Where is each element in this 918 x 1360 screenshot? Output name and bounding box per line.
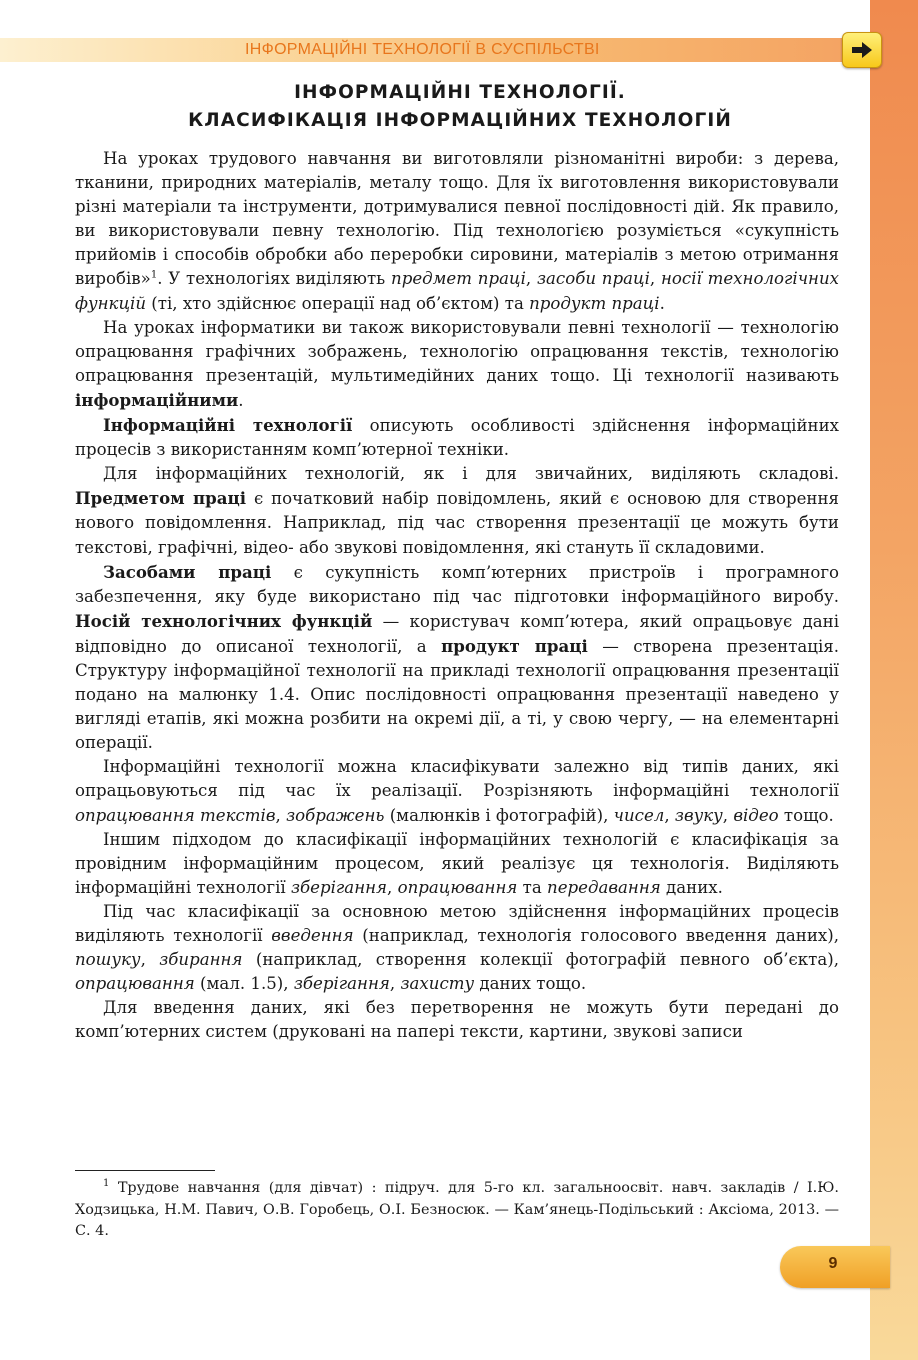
text-run: Під час класифікації за основною метою здійснення інформаційних процесів виділяють технології — [75, 901, 839, 945]
footnote-divider — [75, 1170, 215, 1171]
text-run: На уроках інформатики ви також використовували певні технології — технологію опрацювання графічних зображень, технологію опрацювання текстів, технологію опрацювання презентацій, мультимедійних даних тощо. Ці технології називають — [75, 317, 839, 385]
text-run: , — [389, 974, 401, 994]
text-run: (наприклад, технологія голосового введення даних), — [353, 926, 839, 945]
text-run: Трудове навчання (для дівчат) : підруч. для 5-го кл. загальноосвіт. навч. закладів / І.Ю. Ходзицька, Н.М. Павич, О.В. Горобець, О.І. Безносюк. — Кам’янець-Подільський : Аксіома, 2013. — С. 4. — [75, 1180, 839, 1239]
next-page-button[interactable] — [842, 32, 882, 68]
text-run: , — [275, 805, 287, 825]
text-run: та — [517, 877, 548, 897]
text-run: — створена презентація. Структуру інформаційної технології на прикладі технології опрацювання презентації подано на малюнку 1.4. Опис послідовності опрацювання презентації наведено у вигляді етапів, які можна розбити на окремі дії, а ті, у свою чергу, — на елементарні операції. — [75, 636, 840, 753]
italic-term: зберігання — [290, 877, 388, 897]
italic-term: введення — [271, 926, 354, 945]
side-color-strip — [870, 0, 918, 1360]
italic-term: засоби праці — [536, 269, 650, 289]
italic-term: продукт праці — [529, 293, 660, 313]
text-run: , — [387, 877, 398, 897]
footnote — [75, 1178, 839, 1243]
text-run: тощо. — [778, 805, 834, 825]
arrow-right-icon — [850, 40, 874, 60]
footnote-ref: 1 — [103, 1178, 110, 1190]
section-title: ІНФОРМАЦІЙНІ ТЕХНОЛОГІЇ В СУСПІЛЬСТВІ — [245, 41, 600, 58]
text-run: , — [664, 805, 675, 825]
text-run: даних тощо. — [474, 974, 587, 994]
text-run: , — [525, 269, 537, 289]
text-run: , — [722, 805, 734, 825]
text-run: є сукупність комп’ютерних пристроїв і програмного забезпечення, яку буде використано під час підготовки інформаційного виробу. — [75, 562, 839, 606]
page-number: 9 — [828, 1255, 838, 1272]
paragraph — [75, 147, 839, 316]
text-run: Для введення даних, які без перетворення не можуть бути передані до комп’ютерних систем (друковані на папері тексти, картини, звукові записи — [75, 998, 839, 1042]
bold-term: Предметом праці — [75, 488, 247, 509]
bold-term: Засобами праці — [103, 561, 272, 582]
bold-term: продукт праці — [441, 635, 588, 656]
footnote-ref: 1 — [150, 269, 158, 281]
bold-term: Носій технологічних функцій — [75, 610, 373, 631]
italic-term: передавання — [547, 877, 661, 897]
italic-term: носії технологічних функцій — [75, 269, 839, 313]
page-title-line-2: КЛАСИФІКАЦІЯ ІНФОРМАЦІЙНИХ ТЕХНОЛОГІЙ — [188, 110, 732, 131]
text-run: . — [238, 390, 244, 410]
italic-term: опрацювання — [75, 974, 195, 994]
paragraph — [75, 316, 839, 413]
text-run: На уроках трудового навчання ви виготовляли різноманітні вироби: з дерева, тканини, природних матеріалів, металу тощо. Для їх виготовлення використовували різні матеріали та інструменти, дотримувалися певної послідовності дій. Як правило, ви використовували певну технологію. Під технологією розуміється «сукупність прийомів і способів обробки або переробки сировини, матеріалів з метою отримання виробів» — [75, 149, 839, 289]
italic-term: опрацювання — [397, 877, 518, 897]
text-run: є початковий набір повідомлень, який є основою для створення нового повідомлення. Наприклад, під час створення презентації це можуть бути текстові, графічні, відео- або звукові повідомлення, які стануть її складовими. — [75, 489, 840, 557]
text-run: (малюнків і фотографій), — [384, 805, 614, 825]
italic-term: звуку — [674, 805, 723, 825]
text-run: (наприклад, створення колекції фотографій певного об’єкта), — [242, 950, 839, 970]
bold-term: Інформаційні технології — [103, 415, 353, 436]
text-run: , — [649, 269, 661, 289]
paragraph — [75, 828, 839, 900]
body-text — [75, 147, 839, 1044]
italic-term: опрацювання текстів — [75, 805, 276, 825]
paragraph — [75, 996, 839, 1044]
italic-term: зберігання — [293, 974, 390, 994]
text-run: даних. — [660, 877, 723, 897]
paragraph — [75, 755, 839, 827]
text-run: . — [659, 293, 665, 313]
text-run: (ті, хто здійснює операції над об’єктом) та — [146, 293, 530, 313]
italic-term: пошуку — [75, 950, 141, 970]
text-run: (мал. 1.5), — [194, 974, 294, 994]
italic-term: чисел — [613, 805, 665, 825]
text-run: Інформаційні технології можна класифікувати залежно від типів даних, які опрацьовуються під час їх реалізації. Розрізняють інформаційні технології — [75, 757, 839, 801]
italic-term: зображень — [286, 805, 385, 825]
text-run: — користувач комп’ютера, який опрацьовує дані відповідно до описаної технології, а — [75, 611, 839, 656]
paragraph — [75, 413, 839, 462]
paragraph — [75, 900, 839, 996]
text-run: Для інформаційних технологій, як і для звичайних, виділяють складові. — [103, 464, 839, 484]
italic-term: предмет праці — [391, 269, 526, 289]
text-run: . У технологіях виділяють — [157, 269, 392, 289]
paragraph — [75, 462, 839, 559]
text-run: , — [140, 950, 160, 970]
italic-term: відео — [733, 805, 779, 825]
bold-term: інформаційними — [75, 389, 239, 410]
italic-term: захисту — [400, 974, 475, 994]
paragraph — [75, 560, 839, 756]
text-run: описують особливості здійснення інформаційних процесів з використанням комп’ютерної техніки. — [75, 416, 839, 460]
italic-term: збирання — [159, 950, 243, 970]
text-run: Іншим підходом до класифікації інформаційних технологій є класифікація за провідним інформаційним процесом, який реалізує ця технологія. Виділяють інформаційні технології — [75, 829, 839, 897]
page-title-line-1: ІНФОРМАЦІЙНІ ТЕХНОЛОГІЇ. — [294, 82, 626, 103]
